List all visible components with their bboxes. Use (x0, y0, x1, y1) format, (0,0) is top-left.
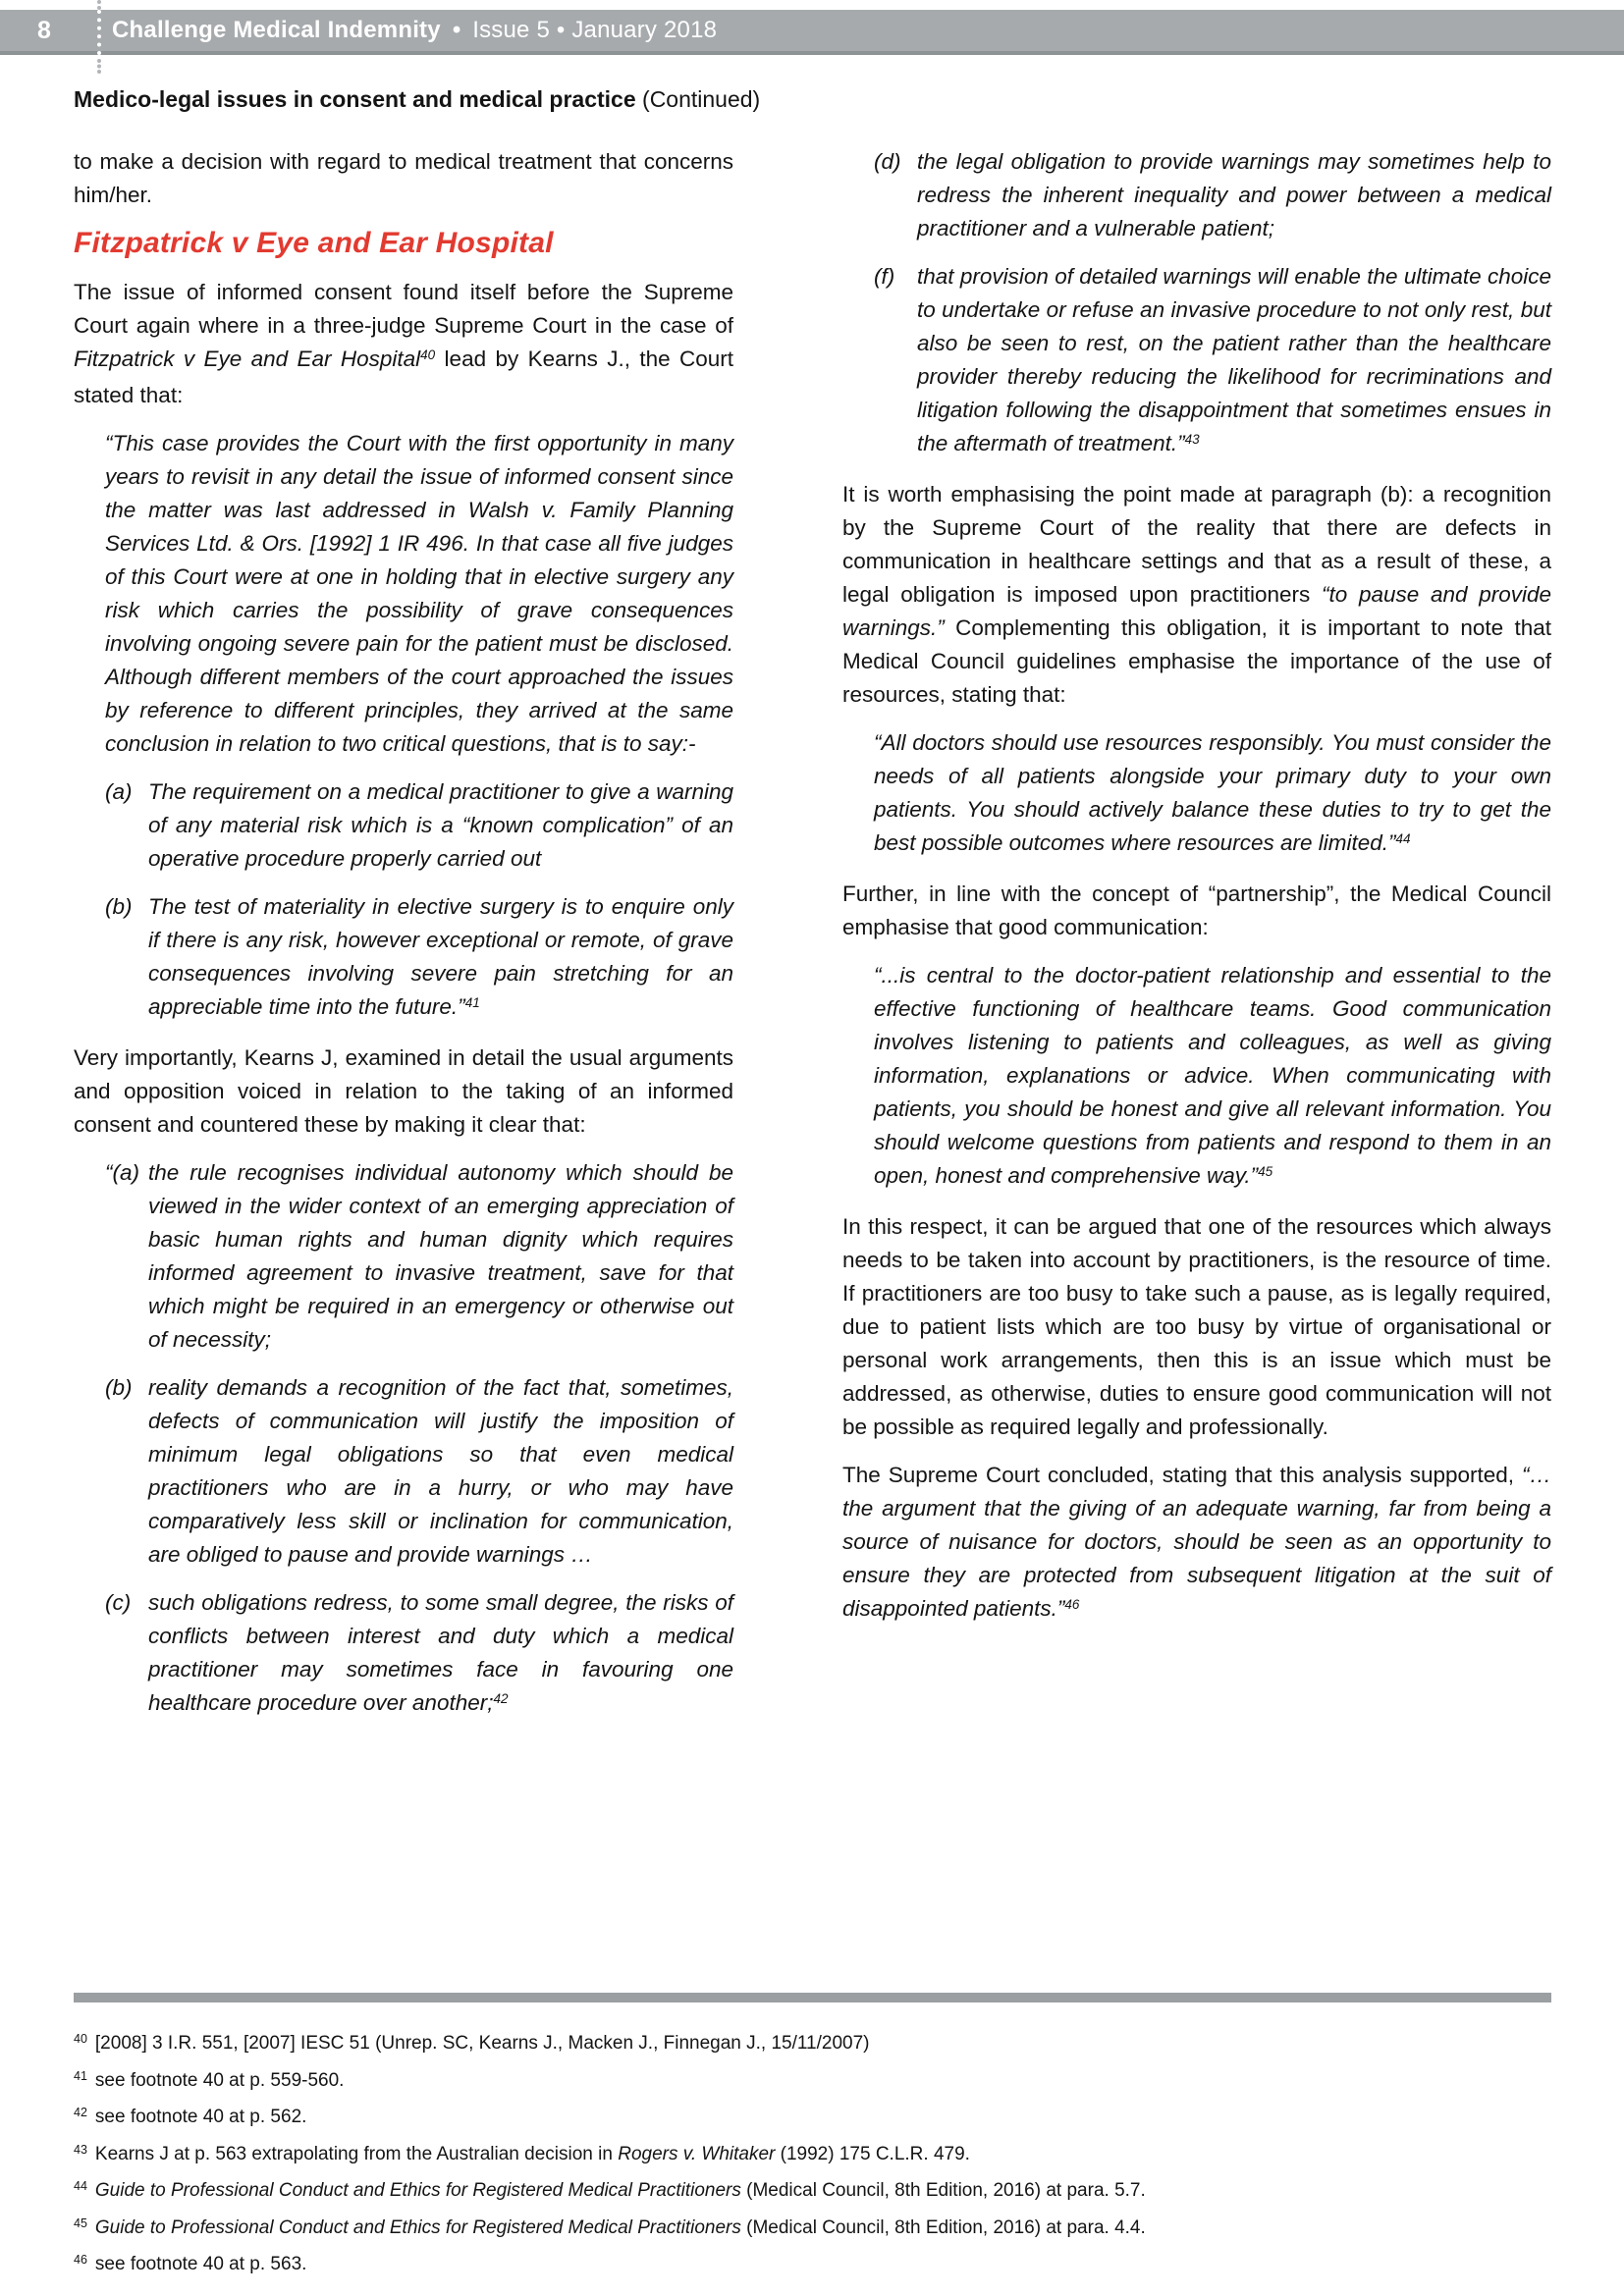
article-body (74, 145, 1551, 1737)
footnote-number: 40 (74, 2032, 87, 2046)
footnote-number: 44 (74, 2179, 87, 2193)
footnote: $^{42}$ see footnote 40 at p. 562. (74, 2106, 307, 2127)
quote-list-label: (b) (105, 1375, 133, 1400)
quote-list-item (105, 1156, 733, 1357)
footnote-number: 45 (74, 2216, 87, 2230)
quote-list-item (105, 890, 733, 1027)
clear-quote-list (105, 1156, 733, 1723)
conclusion-paragraph: The Supreme Court concluded, stating that this analysis supported, “…the argument that the giving of an adequate warning, far from being a source of nuisance for doctors, should be seen as an opportunity to ensure they are protected from subsequent litigation at the suit of disappointed patients.”$^{46}$ (842, 1463, 1551, 1621)
footnote-list (74, 2026, 1551, 2284)
footnote-rule (74, 1993, 1551, 2002)
dotted-divider-top (97, 0, 101, 10)
quote-list-label: (c) (105, 1590, 132, 1615)
communication-quote: “...is central to the doctor-patient relationship and essential to the effective functioning of healthcare teams. Good communication involves listening to patients and colleagues, as well as giving information, explanations or advice. When communicating with patients, you should be honest and give all relevant information. You should welcome questions from patients and respond to them in an open, honest and comprehensive way.”$^{45}$ (874, 963, 1551, 1188)
header-bullet: • (452, 17, 461, 43)
page-number: 8 (37, 16, 51, 44)
emphasis-paragraph: It is worth emphasising the point made at paragraph (b): a recognition by the Supreme Court of the reality that there are defects in communication in healthcare settings and that as a result of these, a legal obligation is imposed upon practitioners “to pause and provide warnings.” Complementing this obligation, it is important to note that Medical Council guidelines emphasise the importance of the use of resources, stating that: (842, 482, 1551, 707)
court-quote: “This case provides the Court with the first opportunity in many years to revisit in any detail the issue of informed consent since the matter was last addressed in Walsh v. Family Planning Services Ltd. & Ors. [1992] 1 IR 496. In that case all five judges of this Court were at one in holding that in elective surgery any risk which carries the possibility of grave consequences involving ongoing severe pain for the patient must be disclosed. Although different members of the court approached the issues by reference to different principles, they arrived at the same conclusion in relation to two critical questions, that is to say:- (105, 431, 733, 756)
article-title (74, 86, 760, 113)
right-column (842, 145, 1551, 1737)
article-title-continued: (Continued) (635, 86, 761, 112)
footnote-number: 41 (74, 2068, 87, 2083)
dotted-divider (97, 10, 101, 55)
court-quote-list (105, 775, 733, 1027)
quote-list-text: The test of materiality in elective surgery is to enquire only if there is any risk, however exceptional or remote, of grave consequences involving severe pain stretching for an appreciable time into the future.”$^{41}$ (148, 894, 733, 1019)
footnote: $^{44}$ Guide to Professional Conduct and Ethics for Registered Medical Practitioners (Medical Council, 8th Edition, 2016) at para. 5.7. (74, 2179, 1146, 2201)
partnership-paragraph: Further, in line with the concept of “partnership”, the Medical Council emphasise that good communication: (842, 881, 1551, 939)
footnote: $^{43}$ Kearns J at p. 563 extrapolating from the Australian decision in Rogers v. Whitaker (1992) 175 C.L.R. 479. (74, 2142, 970, 2164)
quote-list-label: (a) (105, 779, 133, 804)
header-bar (0, 10, 1624, 55)
quote-list-label: (b) (105, 894, 133, 919)
dotted-divider-bottom (97, 59, 101, 74)
quote-list-text: such obligations redress, to some small degree, the risks of conflicts between interest and duty which a medical practitioner may sometimes face in favouring one healthcare procedure over another;$^{42}$ (148, 1590, 733, 1715)
case-heading: Fitzpatrick v Eye and Ear Hospital (74, 227, 554, 259)
quote-list-label: (f) (874, 264, 895, 289)
quote-list-item (874, 145, 1551, 245)
case-paragraph: The issue of informed consent found itself before the Supreme Court again where in a three-judge Supreme Court in the case of Fitzpatrick v Eye and Ear Hospital$^{40}$ lead by Kearns J., the Court stated that: (74, 280, 733, 407)
kearns-paragraph: Very importantly, Kearns J, examined in detail the usual arguments and opposition voiced in relation to the taking of an informed consent and countered these by making it clear that: (74, 1045, 733, 1137)
quote-list-text: the rule recognises individual autonomy which should be viewed in the wider context of an emerging appreciation of basic human rights and human dignity which requires informed agreement to invasive treatment, save for that which might be required in an emergency or otherwise out of necessity; (148, 1160, 733, 1352)
issue-date: Issue 5 • January 2018 (472, 17, 718, 43)
resources-quote: “All doctors should use resources responsibly. You must consider the needs of all patients alongside your primary duty to your own patients. You should actively balance these duties to try to get the best possible outcomes where resources are limited.”$^{44}$ (874, 730, 1551, 855)
quote-list-item (105, 1586, 733, 1723)
footnote: $^{41}$ see footnote 40 at p. 559-560. (74, 2068, 345, 2091)
newsletter-title: Challenge Medical Indemnity (112, 17, 441, 43)
quote-list-item (874, 260, 1551, 463)
quote-list-label: (d) (874, 149, 901, 174)
footnote-number: 42 (74, 2106, 87, 2119)
quote-list-text: the legal obligation to provide warnings may sometimes help to redress the inherent inequality and power between a medical practitioner and a vulnerable patient; (917, 149, 1551, 240)
intro-paragraph: to make a decision with regard to medical treatment that concerns him/her. (74, 149, 733, 207)
quote-list-item (105, 1371, 733, 1572)
footnote-number: 43 (74, 2142, 87, 2157)
quote-list-text: that provision of detailed warnings will enable the ultimate choice to undertake or refuse an invasive procedure to not only rest, but also be seen to rest, on the patient rather than the healthcare provider thereby reducing the likelihood for recriminations and litigation following the disappointment that sometimes ensues in the aftermath of treatment.”$^{43}$ (917, 264, 1551, 455)
time-paragraph: In this respect, it can be argued that one of the resources which always needs to be taken into account by practitioners, is the resource of time. If practitioners are too busy to take such a pause, as is legally required, due to patient lists which are too busy by virtue of organisational or personal work arrangements, then this is an issue which must be addressed, as otherwise, duties to ensure good communication will not be possible as required legally and professionally. (842, 1214, 1551, 1439)
footnote: $^{40}$ [2008] 3 I.R. 551, [2007] IESC 51 (Unrep. SC, Kearns J., Macken J., Finnegan J., 15/11/2007) (74, 2032, 870, 2054)
quote-list-text: reality demands a recognition of the fact that, sometimes, defects of communication will justify the imposition of minimum legal obligations so that even medical practitioners who are in a hurry, or who may have comparatively less skill or inclination for communication, are obliged to pause and provide warnings … (148, 1375, 733, 1567)
quote-list-text: The requirement on a medical practitioner to give a warning of any material risk which is a “known complication” of an operative procedure properly carried out (148, 779, 733, 871)
quote-list-label: “(a) (105, 1160, 139, 1185)
article-title-main: Medico-legal issues in consent and medical practice (74, 86, 636, 112)
quote-list-item (105, 775, 733, 876)
footnote: $^{45}$ Guide to Professional Conduct and Ethics for Registered Medical Practitioners (Medical Council, 8th Edition, 2016) at para. 4.4. (74, 2216, 1146, 2238)
left-column (74, 145, 733, 1737)
footnote-number: 46 (74, 2253, 87, 2267)
footnote-section (74, 1993, 1551, 2284)
footnote: $^{46}$ see footnote 40 at p. 563. (74, 2253, 307, 2274)
clear-quote-list-continued (874, 145, 1551, 463)
